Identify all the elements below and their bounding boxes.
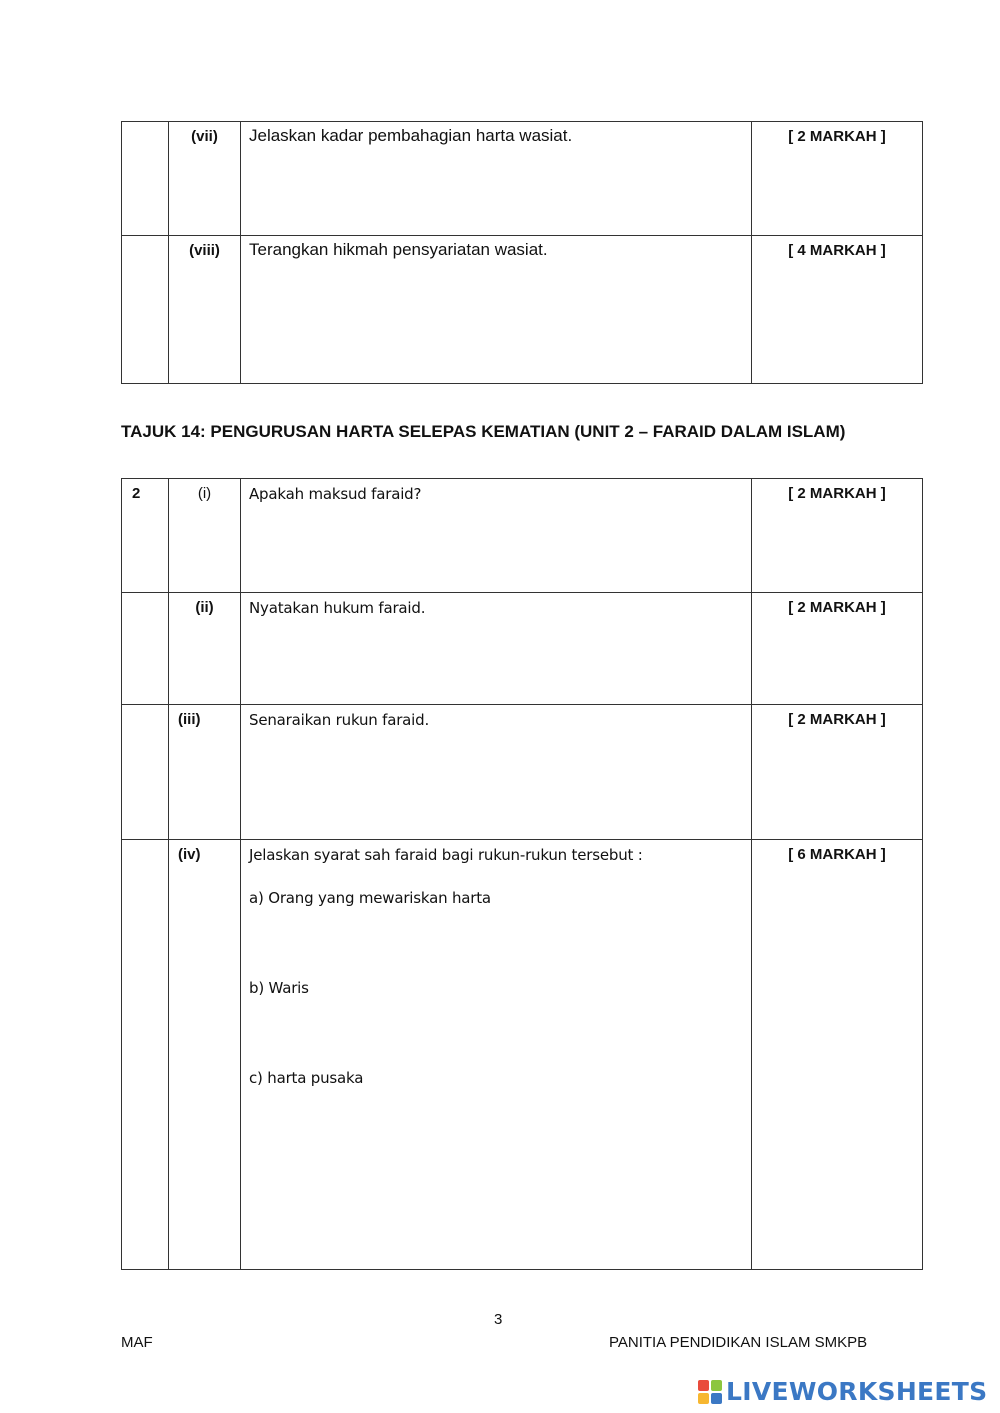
subquestion-label: (viii) (169, 236, 241, 384)
marks-label: [ 6 MARKAH ] (752, 840, 923, 1270)
brand-name: LIVEWORKSHEETS (726, 1377, 988, 1406)
subquestion-label: (vii) (169, 122, 241, 236)
marks-label: [ 2 MARKAH ] (752, 122, 923, 236)
logo-square (698, 1393, 709, 1404)
question-text-with-items (241, 840, 752, 1270)
page-number: 3 (494, 1311, 503, 1328)
question-text: Senaraikan rukun faraid. (241, 705, 752, 840)
question-number-cell (122, 840, 169, 1270)
table-row (122, 840, 923, 1270)
subquestion-label: (i) (169, 479, 241, 593)
subquestion-label: (iv) (169, 840, 241, 1270)
question-text: Jelaskan syarat sah faraid bagi rukun-rukun tersebut : (249, 846, 643, 864)
section-title: TAJUK 14: PENGURUSAN HARTA SELEPAS KEMATIAN (UNIT 2 – FARAID DALAM ISLAM) (121, 422, 846, 441)
question-number: 2 (122, 479, 169, 593)
footer-left: MAF (121, 1334, 153, 1351)
list-item: a) Orang yang mewariskan harta (249, 889, 491, 907)
question-text: Nyatakan hukum faraid. (241, 593, 752, 705)
marks-label: [ 4 MARKAH ] (752, 236, 923, 384)
question-text: Terangkan hikmah pensyariatan wasiat. (241, 236, 752, 384)
logo-square (698, 1380, 709, 1391)
question-number-cell (122, 236, 169, 384)
list-item: c) harta pusaka (249, 1069, 364, 1087)
question-table-2 (121, 478, 923, 1270)
question-table-1 (121, 121, 923, 384)
logo-square (711, 1380, 722, 1391)
liveworksheets-brand (698, 1377, 987, 1406)
table-row (122, 236, 923, 384)
question-number-cell (122, 122, 169, 236)
subquestion-label: (ii) (169, 593, 241, 705)
table-row (122, 122, 923, 236)
table-row (122, 593, 923, 705)
logo-square (711, 1393, 722, 1404)
question-text: Apakah maksud faraid? (241, 479, 752, 593)
marks-label: [ 2 MARKAH ] (752, 479, 923, 593)
marks-label: [ 2 MARKAH ] (752, 705, 923, 840)
subquestion-label: (iii) (169, 705, 241, 840)
marks-label: [ 2 MARKAH ] (752, 593, 923, 705)
table-row (122, 479, 923, 593)
liveworksheets-logo-icon (698, 1380, 722, 1404)
question-number-cell (122, 705, 169, 840)
table-row (122, 705, 923, 840)
list-item: b) Waris (249, 979, 309, 997)
footer-right: PANITIA PENDIDIKAN ISLAM SMKPB (609, 1334, 868, 1351)
question-number-cell (122, 593, 169, 705)
question-text: Jelaskan kadar pembahagian harta wasiat. (241, 122, 752, 236)
